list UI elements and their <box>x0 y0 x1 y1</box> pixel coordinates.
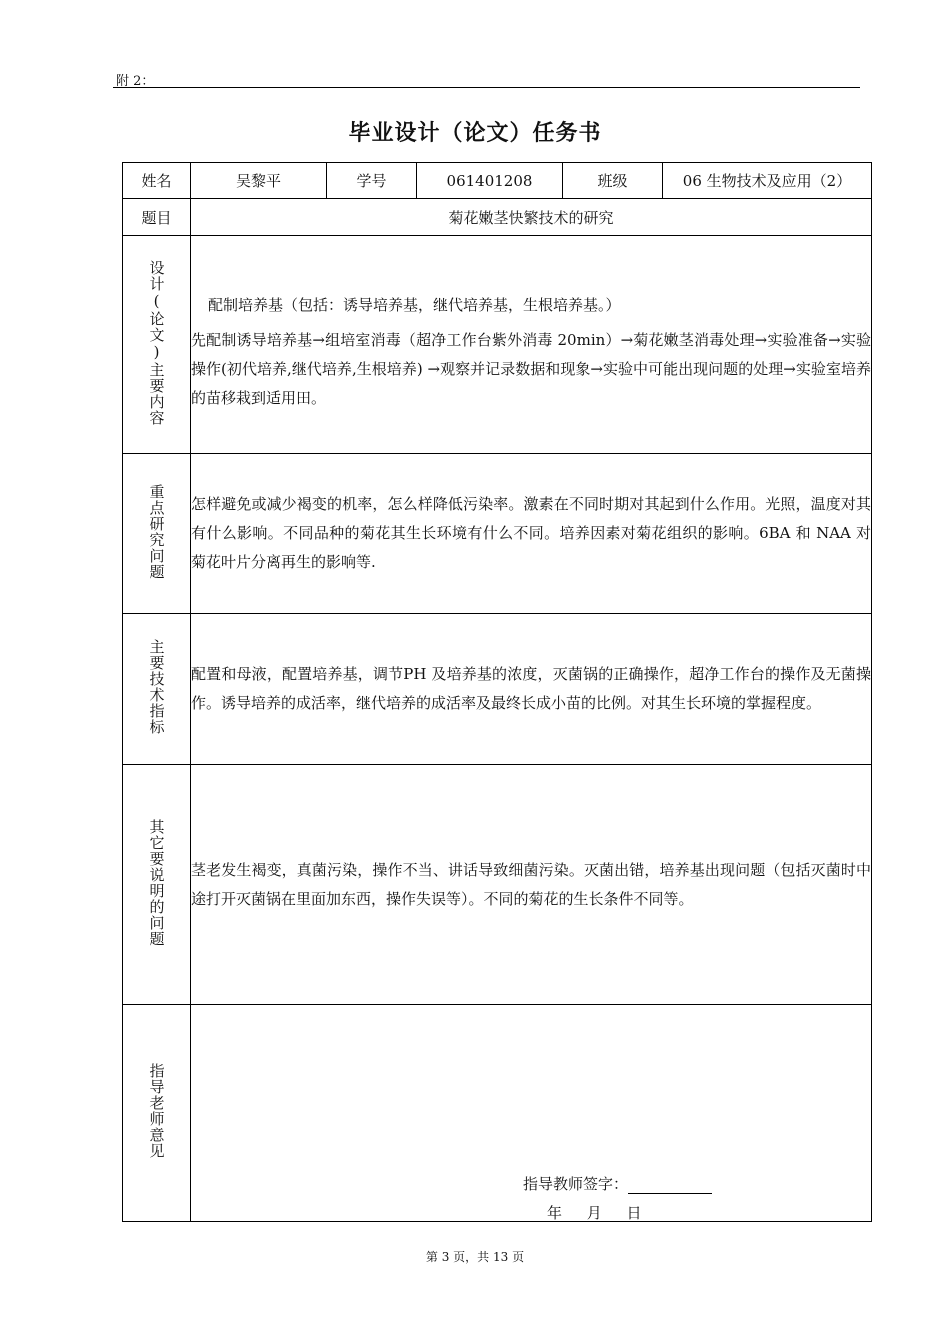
class-value: 06 生物技术及应用（2） <box>663 163 872 199</box>
other-issues-row <box>123 765 872 1005</box>
task-form-table <box>122 162 872 1222</box>
advisor-label-cell <box>123 1005 191 1222</box>
advisor-label: 指导老师意见 <box>147 1063 166 1159</box>
header-divider <box>113 87 860 88</box>
main-content-label-cell <box>123 236 191 454</box>
student-id-value: 061401208 <box>417 163 563 199</box>
topic-value: 菊花嫩茎快繁技术的研究 <box>191 199 872 236</box>
student-info-row <box>123 163 872 199</box>
advisor-date: 年 月 日 <box>547 1204 642 1222</box>
key-issues-text: 怎样避免或减少褐变的机率，怎么样降低污染率。激素在不同时期对其起到什么作用。光照，温度对其有什么影响。不同品种的菊花其生长环境有什么不同。培养因素对菊花组织的影响。6BA 和 NAA 对菊花叶片分离再生的影响等. <box>191 495 871 571</box>
main-content-para2: 先配制诱导培养基→组培室消毒（超净工作台紫外消毒 20min）→菊花嫩茎消毒处理→实验准备→实验操作(初代培养,继代培养,生根培养) →观察并记录数据和现象→实验中可能出现问题的处理→实验室培养的苗移栽到适用田。 <box>191 330 871 407</box>
student-id-label: 学号 <box>327 163 417 199</box>
main-content-label: 设计(论文)主要内容 <box>147 259 166 426</box>
tech-indicators-text: 配置和母液，配置培养基，调节PH 及培养基的浓度，灭菌锅的正确操作，超净工作台的操作及无菌操作。诱导培养的成活率，继代培养的成活率及最终长成小苗的比例。对其生长环境的掌握程度。 <box>191 665 871 712</box>
tech-indicators-label: 主要技术指标 <box>147 639 166 735</box>
key-issues-label-cell <box>123 454 191 614</box>
other-issues-label-cell <box>123 765 191 1005</box>
attachment-note: 附 2： <box>116 74 155 89</box>
advisor-signature-blank[interactable] <box>628 1179 712 1194</box>
other-issues-text: 茎老发生褐变，真菌污染，操作不当、讲话导致细菌污染。灭菌出错，培养基出现问题（包括灭菌时中途打开灭菌锅在里面加东西，操作失误等）。不同的菊花的生长条件不同等。 <box>191 860 871 908</box>
class-label: 班级 <box>563 163 663 199</box>
name-value: 吴黎平 <box>191 163 327 199</box>
document-title: 毕业设计（论文）任务书 <box>348 121 602 146</box>
tech-indicators-label-cell <box>123 614 191 765</box>
topic-label: 题目 <box>123 199 191 236</box>
tech-indicators-row <box>123 614 872 765</box>
advisor-row <box>123 1005 872 1222</box>
advisor-signature-label: 指导教师签字： <box>523 1175 629 1193</box>
tech-indicators-cell <box>191 614 872 765</box>
key-issues-label: 重点研究问题 <box>147 483 166 580</box>
main-content-row <box>123 236 872 454</box>
other-issues-cell <box>191 765 872 1005</box>
topic-row <box>123 199 872 236</box>
main-content-para1: 配制培养基（包括：诱导培养基，继代培养基，生根培养基。） <box>208 295 621 314</box>
advisor-comment-cell[interactable] <box>191 1005 872 1222</box>
name-label: 姓名 <box>123 163 191 199</box>
key-issues-row <box>123 454 872 614</box>
other-issues-label: 其它要说明的问题 <box>147 818 166 947</box>
key-issues-cell <box>191 454 872 614</box>
page-footer: 第 3 页，共 13 页 <box>425 1250 525 1264</box>
advisor-signature-line <box>523 1173 712 1194</box>
main-content-cell <box>191 236 872 454</box>
advisor-sign-area <box>191 1005 871 1221</box>
